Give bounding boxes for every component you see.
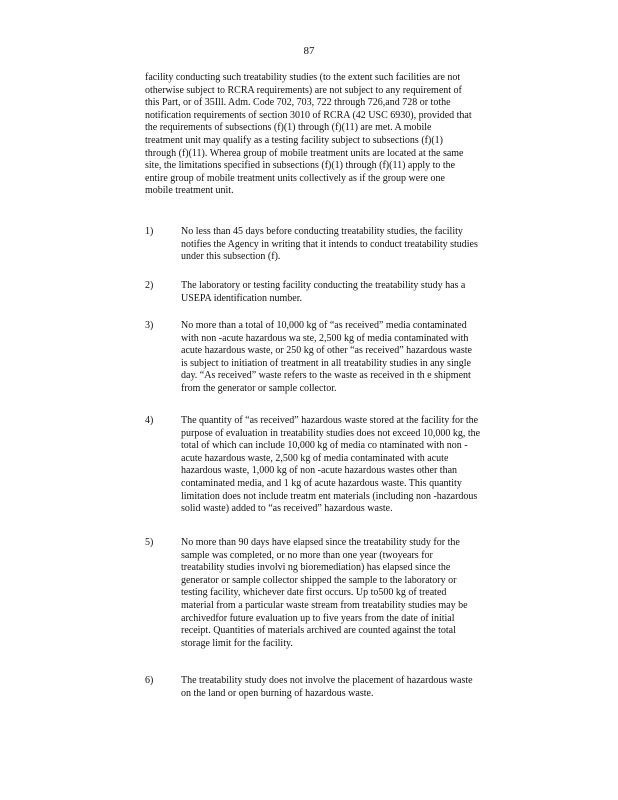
item-line: with non -acute hazardous wa ste, 2,500 kg of media contaminated with [181,332,469,344]
list-item-text [181,226,541,264]
intro-line: facility conducting such treatability studies (to the extent such facilities are not [145,72,461,83]
list-item-text [181,280,541,305]
item-line: contaminated media, and 1 kg of acute hazardous waste. This quantity [181,477,462,489]
intro-paragraph [145,72,541,198]
list-item-text [181,537,541,650]
item-line: No more than 90 days have elapsed since the treatability study for the [181,537,460,548]
item-line: USEPA identification number. [181,292,303,304]
intro-line: mobile treatment unit. [145,185,234,197]
item-line: is subject to initiation of treatment in all treatability studies in any single [181,357,471,369]
list-item-text [181,675,541,700]
list-item-text [181,320,541,396]
item-line: material from a particular waste stream from treatability studies may be [181,599,468,611]
item-line: receipt. Quantities of materials archived are counted against the total [181,625,456,637]
intro-line: site, the limitations specified in subsections (f)(1) through (f)(11) apply to the [145,160,456,172]
item-line: No less than 45 days before conducting treatability studies, the facility [181,226,463,237]
item-line: storage limit for the facility. [181,637,293,649]
item-line: acute hazardous waste, 2,500 kg of media contaminated with acute [181,452,449,464]
item-line: treatability studies involvi ng bioremediation) has elapsed since the [181,562,451,574]
list-item-number: 5) [145,537,154,548]
page-number: 87 [303,45,315,57]
item-line: testing facility, whichever date first occurs. Up to500 kg of treated [181,587,447,599]
item-line: The treatability study does not involve the placement of hazardous waste [181,675,473,686]
item-line: under this subsection (f). [181,251,281,263]
item-line: limitation does not include treatm ent materials (including non -hazardous [181,490,478,502]
intro-line: treatment unit may qualify as a testing facility subject to subsections (f)(1) [145,134,443,146]
item-line: notifies the Agency in writing that it intends to conduct treatability studies [181,238,478,250]
intro-line: notification requirements of section 3010 of RCRA (42 USC 6930), provided that [145,109,472,121]
item-line: on the land or open burning of hazardous waste. [181,687,374,699]
item-line: sample was completed, or no more than one year (twoyears for [181,549,433,561]
item-line: day. “As received” waste refers to the waste as received in th e shipment [181,370,471,382]
list-item-number: 1) [145,226,154,237]
item-line: No more than a total of 10,000 kg of “as received” media contaminated [181,320,467,331]
item-line: solid waste) added to “as received” hazardous waste. [181,503,393,515]
intro-line: this Part, or of 35Ill. Adm. Code 702, 703, 722 through 726,and 728 or tothe [145,97,451,109]
item-line: from the generator or sample collector. [181,382,337,394]
item-line: generator or sample collector shipped the sample to the laboratory or [181,574,457,586]
item-line: total of which can include 10,000 kg of media co ntaminated with non - [181,440,468,452]
intro-line: otherwise subject to RCRA requirements) are not subject to any requirement of [145,84,462,96]
item-line: purpose of evaluation in treatability studies does not exceed 10,000 kg, the [181,427,481,439]
list-item-number: 4) [145,415,154,426]
item-line: The quantity of “as received” hazardous waste stored at the facility for the [181,415,479,426]
item-line: acute hazardous waste, or 250 kg of other “as received” hazardous waste [181,345,472,357]
list-item-number: 3) [145,320,154,331]
list-item-number: 6) [145,675,154,686]
list-item-text [181,415,541,516]
item-line: archivedfor future evaluation up to five years from the date of initial [181,612,455,624]
intro-line: the requirements of subsections (f)(1) through (f)(11) are met. A mobile [145,122,432,134]
intro-line: entire group of mobile treatment units collectively as if the group were one [145,172,445,184]
intro-line: through (f)(11). Wherea group of mobile treatment units are located at the same [145,147,464,159]
item-line: The laboratory or testing facility conducting the treatability study has a [181,280,466,291]
item-line: hazardous waste, 1,000 kg of non -acute hazardous wastes other than [181,465,458,477]
list-item-number: 2) [145,280,154,291]
